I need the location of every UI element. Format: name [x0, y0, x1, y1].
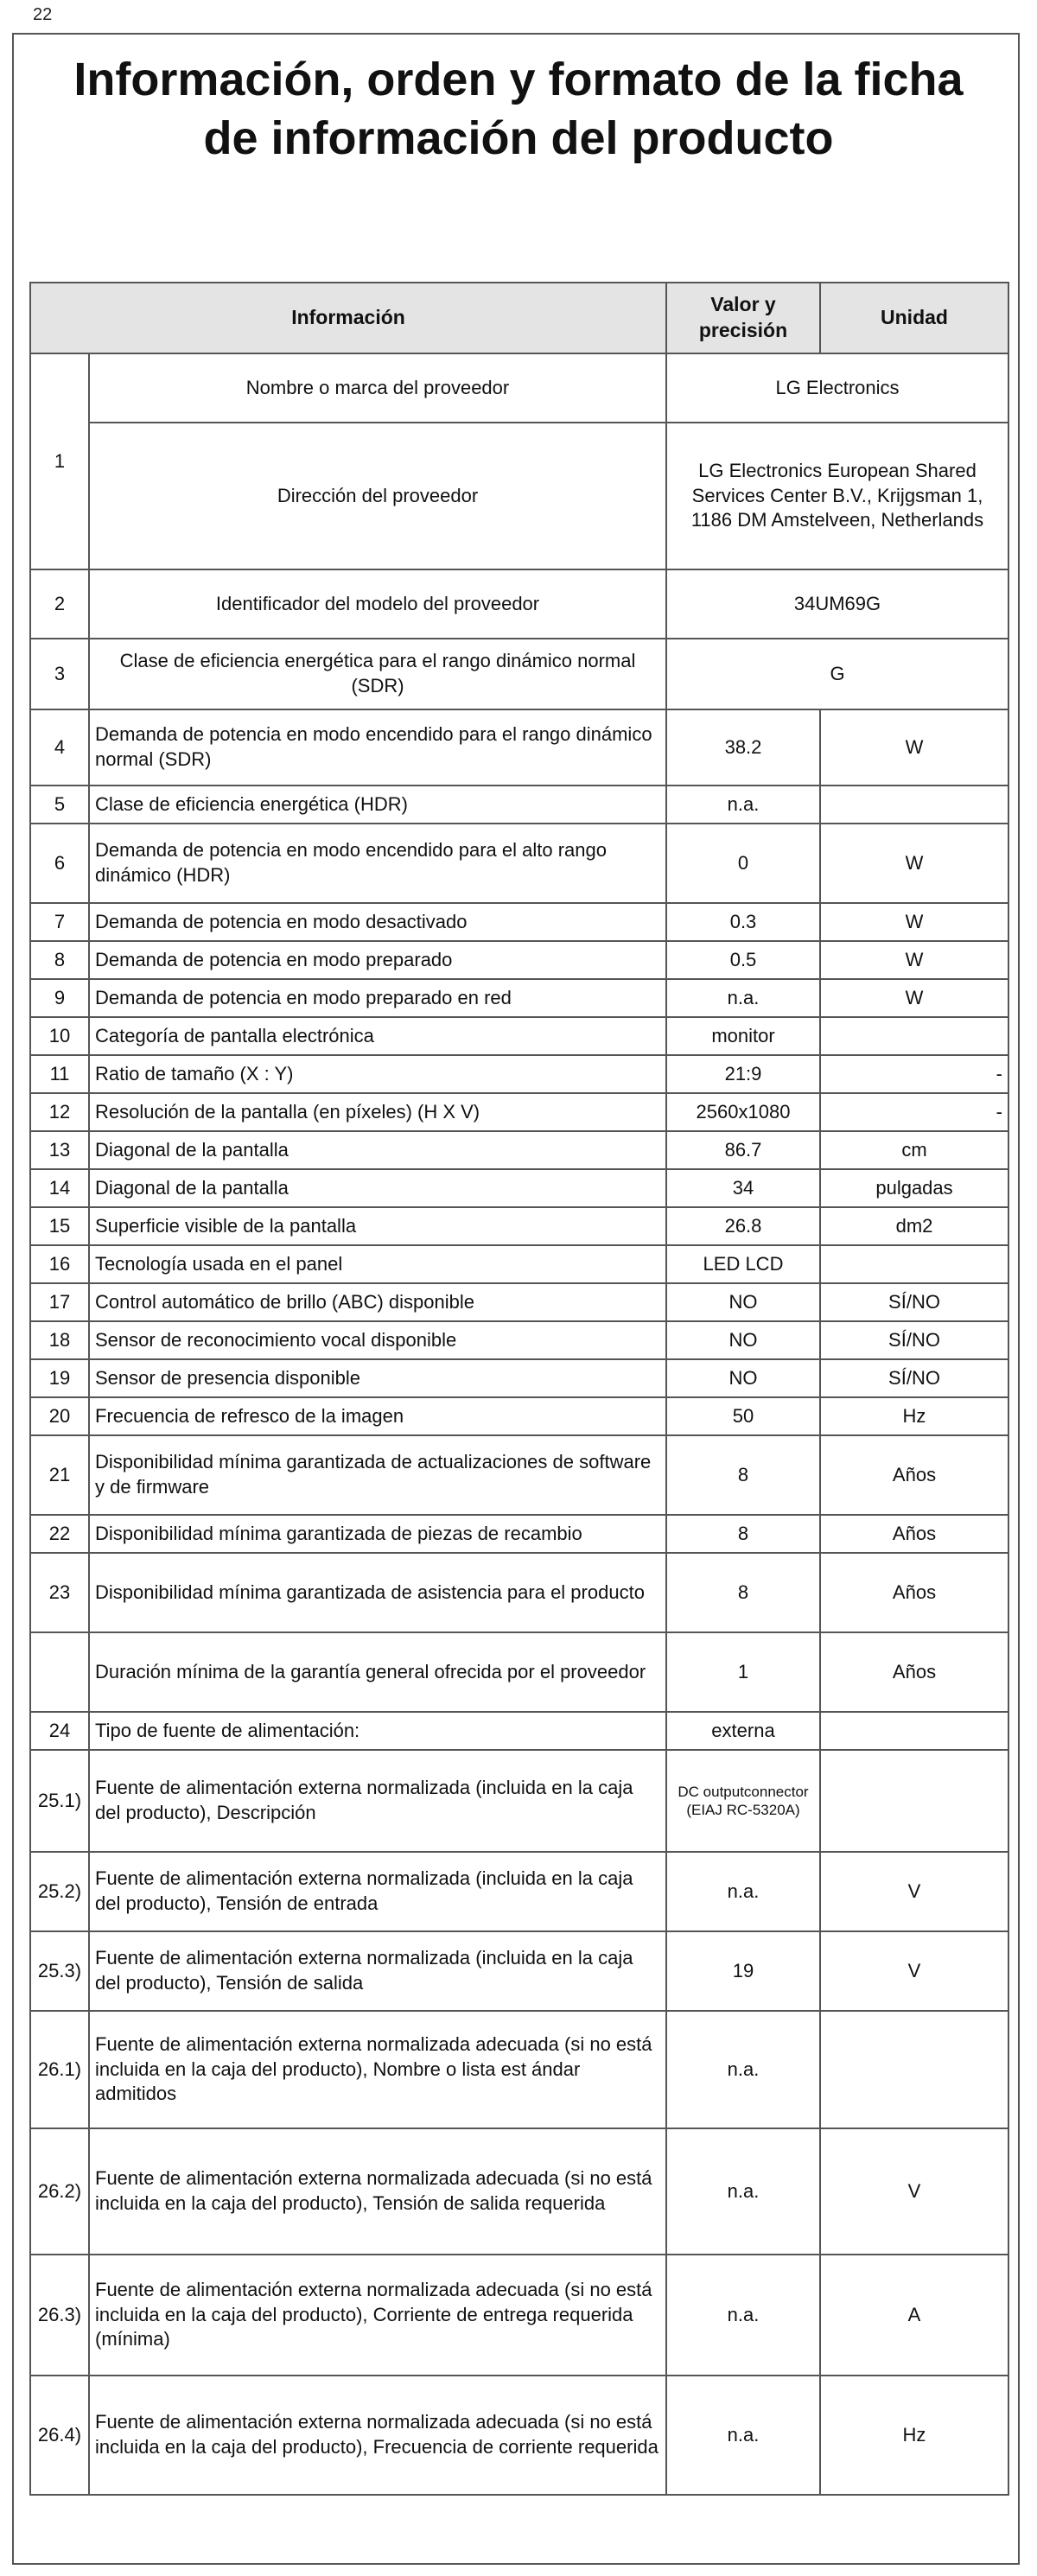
- row-number: 18: [30, 1321, 89, 1359]
- row-value: n.a.: [666, 2255, 820, 2376]
- row-value: 0.3: [666, 903, 820, 941]
- row-value: DC outputconnector (EIAJ RC-5320A): [666, 1750, 820, 1852]
- row-value: 21:9: [666, 1055, 820, 1093]
- row-description: Clase de eficiencia energética para el rango dinámico normal (SDR): [89, 639, 666, 709]
- row-value: 50: [666, 1397, 820, 1435]
- table-row: [30, 1093, 1008, 1131]
- row-value: 0.5: [666, 941, 820, 979]
- row-value: 19: [666, 1931, 820, 2011]
- table-row: [30, 903, 1008, 941]
- row-description: Tipo de fuente de alimentación:: [89, 1712, 666, 1750]
- row-unit: dm2: [820, 1207, 1008, 1245]
- row-value: externa: [666, 1712, 820, 1750]
- table-row: [30, 979, 1008, 1017]
- row-value: 8: [666, 1515, 820, 1553]
- table-row: [30, 1750, 1008, 1852]
- table-row: [30, 569, 1008, 639]
- row-number: 19: [30, 1359, 89, 1397]
- table-row: [30, 1017, 1008, 1055]
- row-description: Dirección del proveedor: [89, 423, 666, 569]
- table-row: [30, 1712, 1008, 1750]
- row-unit: [820, 786, 1008, 824]
- title-line-1: Información, orden y formato de la ficha: [73, 54, 964, 105]
- table-row: [30, 1632, 1008, 1712]
- page-number: 22: [33, 5, 53, 24]
- row-value: 34: [666, 1169, 820, 1207]
- row-value: n.a.: [666, 2376, 820, 2495]
- header-unit: Unidad: [820, 283, 1008, 353]
- row-number: 23: [30, 1553, 89, 1632]
- row-value: n.a.: [666, 979, 820, 1017]
- row-number: 17: [30, 1283, 89, 1321]
- row-unit: -: [820, 1055, 1008, 1093]
- row-number: 24: [30, 1712, 89, 1750]
- row-unit: [820, 1712, 1008, 1750]
- row-value: 38.2: [666, 709, 820, 786]
- row-description: Fuente de alimentación externa normalizada (incluida en la caja del producto), Tensión de salida: [89, 1931, 666, 2011]
- row-unit: W: [820, 941, 1008, 979]
- row-description: Nombre o marca del proveedor: [89, 353, 666, 423]
- row-description: Duración mínima de la garantía general ofrecida por el proveedor: [89, 1632, 666, 1712]
- table-row: [30, 1852, 1008, 1931]
- row-unit: pulgadas: [820, 1169, 1008, 1207]
- table-row: [30, 1397, 1008, 1435]
- row-description: Demanda de potencia en modo encendido para el alto rango dinámico (HDR): [89, 824, 666, 903]
- row-number: 16: [30, 1245, 89, 1283]
- table-row: [30, 1055, 1008, 1093]
- row-description: Demanda de potencia en modo preparado: [89, 941, 666, 979]
- table-row: [30, 824, 1008, 903]
- row-unit: Años: [820, 1515, 1008, 1553]
- table-row: [30, 353, 1008, 423]
- table-row: [30, 1435, 1008, 1515]
- row-value: 0: [666, 824, 820, 903]
- row-unit: Hz: [820, 2376, 1008, 2495]
- title-line-2: de información del producto: [203, 112, 834, 164]
- row-number: 20: [30, 1397, 89, 1435]
- row-number: [30, 1632, 89, 1712]
- row-description: Frecuencia de refresco de la imagen: [89, 1397, 666, 1435]
- table-row: [30, 1321, 1008, 1359]
- row-value: n.a.: [666, 1852, 820, 1931]
- row-number: 25.2): [30, 1852, 89, 1931]
- row-number: 12: [30, 1093, 89, 1131]
- row-value: NO: [666, 1321, 820, 1359]
- row-number: 2: [30, 569, 89, 639]
- row-number: 4: [30, 709, 89, 786]
- table-header-row: [30, 283, 1008, 353]
- row-number: 8: [30, 941, 89, 979]
- row-value: 8: [666, 1435, 820, 1515]
- row-unit: W: [820, 709, 1008, 786]
- row-value: NO: [666, 1359, 820, 1397]
- table-row: [30, 2376, 1008, 2495]
- row-description: Tecnología usada en el panel: [89, 1245, 666, 1283]
- row-number: 21: [30, 1435, 89, 1515]
- row-value: LG Electronics: [666, 353, 1008, 423]
- row-number: 7: [30, 903, 89, 941]
- row-unit: [820, 1245, 1008, 1283]
- row-value: n.a.: [666, 2128, 820, 2255]
- row-description: Demanda de potencia en modo preparado en red: [89, 979, 666, 1017]
- table-row: [30, 1931, 1008, 2011]
- row-description: Fuente de alimentación externa normalizada (incluida en la caja del producto), Tensión de entrada: [89, 1852, 666, 1931]
- row-value: monitor: [666, 1017, 820, 1055]
- row-description: Sensor de presencia disponible: [89, 1359, 666, 1397]
- row-number: 14: [30, 1169, 89, 1207]
- table-row: [30, 1553, 1008, 1632]
- row-value: NO: [666, 1283, 820, 1321]
- row-unit: Años: [820, 1553, 1008, 1632]
- row-description: Identificador del modelo del proveedor: [89, 569, 666, 639]
- row-description: Fuente de alimentación externa normalizada adecuada (si no está incluida en la caja del producto), Tensión de salida requerida: [89, 2128, 666, 2255]
- row-unit: W: [820, 979, 1008, 1017]
- table-row: [30, 1515, 1008, 1553]
- row-description: Disponibilidad mínima garantizada de actualizaciones de software y de firmware: [89, 1435, 666, 1515]
- row-description: Demanda de potencia en modo desactivado: [89, 903, 666, 941]
- row-value: 1: [666, 1632, 820, 1712]
- row-number: 26.1): [30, 2011, 89, 2128]
- row-unit: SÍ/NO: [820, 1283, 1008, 1321]
- table-row: [30, 941, 1008, 979]
- row-number: 22: [30, 1515, 89, 1553]
- row-value: 34UM69G: [666, 569, 1008, 639]
- row-number: 10: [30, 1017, 89, 1055]
- row-unit: -: [820, 1093, 1008, 1131]
- table-row: [30, 1359, 1008, 1397]
- row-value: 26.8: [666, 1207, 820, 1245]
- table-row: [30, 1207, 1008, 1245]
- row-unit: W: [820, 903, 1008, 941]
- row-number: 5: [30, 786, 89, 824]
- row-number: 9: [30, 979, 89, 1017]
- row-unit: SÍ/NO: [820, 1359, 1008, 1397]
- row-number: 25.3): [30, 1931, 89, 2011]
- row-unit: Años: [820, 1632, 1008, 1712]
- table-row: [30, 786, 1008, 824]
- table-row: [30, 2011, 1008, 2128]
- row-description: Diagonal de la pantalla: [89, 1131, 666, 1169]
- row-description: Categoría de pantalla electrónica: [89, 1017, 666, 1055]
- row-description: Fuente de alimentación externa normalizada adecuada (si no está incluida en la caja del producto), Nombre o lista est ándar admitidos: [89, 2011, 666, 2128]
- row-number: 3: [30, 639, 89, 709]
- row-description: Fuente de alimentación externa normalizada adecuada (si no está incluida en la caja del producto), Frecuencia de corriente requerida: [89, 2376, 666, 2495]
- row-value: LG Electronics European Shared Services Center B.V., Krijgsman 1, 1186 DM Amstelveen, Netherlands: [666, 423, 1008, 569]
- table-row: [30, 639, 1008, 709]
- table-row: [30, 1245, 1008, 1283]
- product-info-table: [29, 282, 1009, 2496]
- header-info: Información: [30, 283, 666, 353]
- row-description: Sensor de reconocimiento vocal disponible: [89, 1321, 666, 1359]
- table-row: [30, 2128, 1008, 2255]
- row-number: 6: [30, 824, 89, 903]
- row-unit: SÍ/NO: [820, 1321, 1008, 1359]
- row-unit: [820, 2011, 1008, 2128]
- row-number: 26.3): [30, 2255, 89, 2376]
- row-value: G: [666, 639, 1008, 709]
- row-value: n.a.: [666, 2011, 820, 2128]
- row-unit: [820, 1017, 1008, 1055]
- row-description: Disponibilidad mínima garantizada de piezas de recambio: [89, 1515, 666, 1553]
- row-description: Clase de eficiencia energética (HDR): [89, 786, 666, 824]
- row-number: 13: [30, 1131, 89, 1169]
- table-row: [30, 709, 1008, 786]
- row-value: 2560x1080: [666, 1093, 820, 1131]
- row-number: 25.1): [30, 1750, 89, 1852]
- row-unit: A: [820, 2255, 1008, 2376]
- row-description: Ratio de tamaño (X : Y): [89, 1055, 666, 1093]
- row-unit: [820, 1750, 1008, 1852]
- row-value: 8: [666, 1553, 820, 1632]
- row-value: LED LCD: [666, 1245, 820, 1283]
- row-unit: W: [820, 824, 1008, 903]
- table-row: [30, 1283, 1008, 1321]
- row-description: Diagonal de la pantalla: [89, 1169, 666, 1207]
- row-description: Demanda de potencia en modo encendido para el rango dinámico normal (SDR): [89, 709, 666, 786]
- row-number: 26.2): [30, 2128, 89, 2255]
- row-number: 11: [30, 1055, 89, 1093]
- row-number: 26.4): [30, 2376, 89, 2495]
- row-description: Fuente de alimentación externa normalizada adecuada (si no está incluida en la caja del producto), Corriente de entrega requerida (mínima): [89, 2255, 666, 2376]
- row-unit: cm: [820, 1131, 1008, 1169]
- header-value: Valor y precisión: [666, 283, 820, 353]
- row-value: n.a.: [666, 786, 820, 824]
- row-description: Resolución de la pantalla (en píxeles) (H X V): [89, 1093, 666, 1131]
- table-row: [30, 2255, 1008, 2376]
- row-unit: V: [820, 2128, 1008, 2255]
- page-title: [0, 50, 1037, 168]
- row-unit: V: [820, 1852, 1008, 1931]
- row-value: 86.7: [666, 1131, 820, 1169]
- row-description: Fuente de alimentación externa normalizada (incluida en la caja del producto), Descripción: [89, 1750, 666, 1852]
- row-unit: V: [820, 1931, 1008, 2011]
- row-number: 1: [30, 353, 89, 569]
- row-unit: Hz: [820, 1397, 1008, 1435]
- row-description: Control automático de brillo (ABC) disponible: [89, 1283, 666, 1321]
- row-description: Disponibilidad mínima garantizada de asistencia para el producto: [89, 1553, 666, 1632]
- row-number: 15: [30, 1207, 89, 1245]
- table-row: [30, 423, 1008, 569]
- row-description: Superficie visible de la pantalla: [89, 1207, 666, 1245]
- row-unit: Años: [820, 1435, 1008, 1515]
- table-row: [30, 1169, 1008, 1207]
- table-row: [30, 1131, 1008, 1169]
